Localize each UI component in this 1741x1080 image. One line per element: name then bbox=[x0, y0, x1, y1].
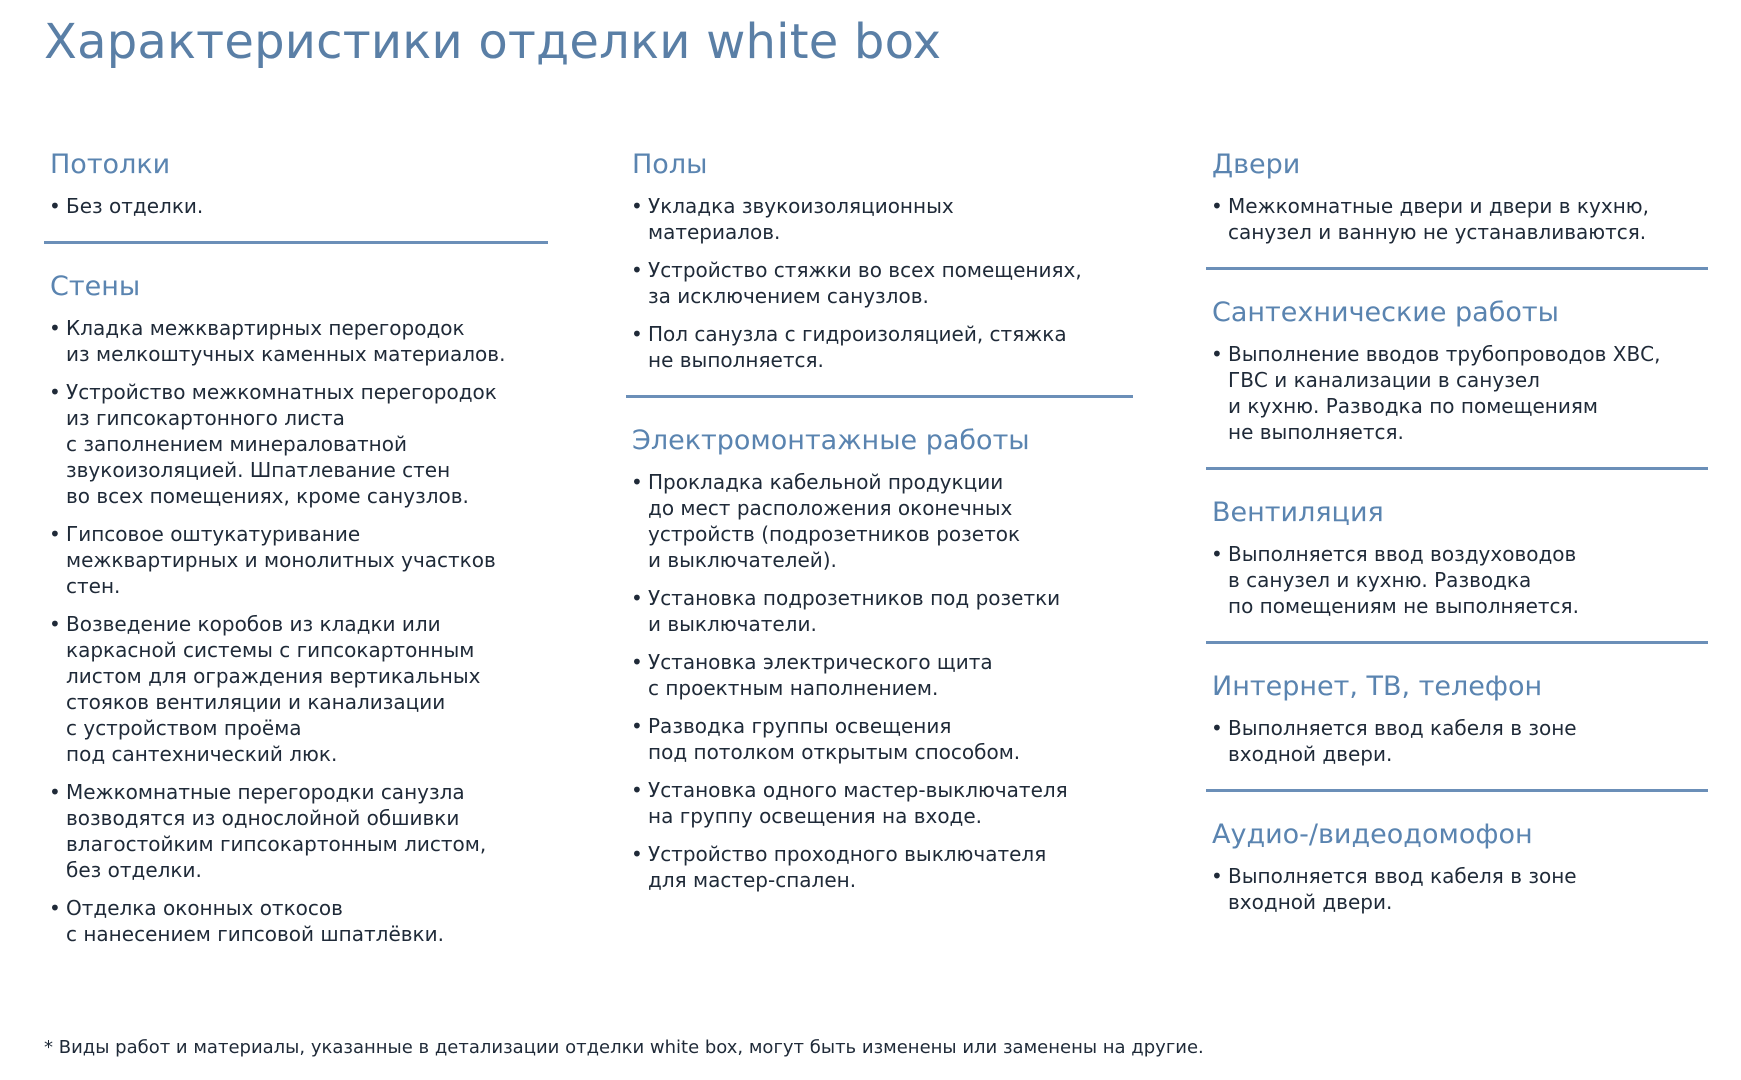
bullet-item: • Выполняется ввод кабеля в зоне входной двери. bbox=[1210, 715, 1708, 767]
bullet-item: • Прокладка кабельной продукции до мест расположения оконечных устройств (подрозетников розеток и выключателей). bbox=[630, 469, 1133, 573]
section bbox=[1210, 670, 1708, 767]
section-divider bbox=[1206, 267, 1708, 270]
bullet-item: • Межкомнатные перегородки санузла возводятся из однослойной обшивки влагостойким гипсокартонным листом, без отделки. bbox=[48, 779, 548, 883]
section-title: Сантехнические работы bbox=[1212, 297, 1559, 328]
bullet-item: • Выполнение вводов трубопроводов ХВС, ГВС и канализации в санузел и кухню. Разводка по помещениям не выполняется. bbox=[1210, 341, 1708, 445]
section-divider bbox=[44, 241, 548, 244]
bullet-item: • Межкомнатные двери и двери в кухню, санузел и ванную не устанавливаются. bbox=[1210, 193, 1708, 245]
column-1 bbox=[48, 148, 548, 947]
section-divider bbox=[1206, 641, 1708, 644]
section bbox=[1210, 296, 1708, 445]
bullet-item: • Выполняется ввод воздуховодов в санузел и кухню. Разводка по помещениям не выполняется. bbox=[1210, 541, 1708, 619]
bullet-item: • Возведение коробов из кладки или каркасной системы с гипсокартонным листом для ограждения вертикальных стояков вентиляции и канализации с устройством проёма под сантехнический люк. bbox=[48, 611, 548, 767]
bullet-list bbox=[48, 315, 548, 947]
section bbox=[1210, 818, 1708, 915]
section-divider bbox=[626, 395, 1133, 398]
bullet-item: • Отделка оконных откосов с нанесением гипсовой шпатлёвки. bbox=[48, 895, 548, 947]
bullet-item: • Укладка звукоизоляционных материалов. bbox=[630, 193, 1133, 245]
bullet-item: • Кладка межквартирных перегородок из мелкоштучных каменных материалов. bbox=[48, 315, 548, 367]
bullet-list bbox=[1210, 715, 1708, 767]
column-2 bbox=[630, 148, 1133, 893]
bullet-item: • Разводка группы освещения под потолком открытым способом. bbox=[630, 713, 1133, 765]
section-title: Электромонтажные работы bbox=[632, 425, 1030, 456]
section-title: Двери bbox=[1212, 149, 1301, 180]
section-title: Интернет, ТВ, телефон bbox=[1212, 671, 1543, 702]
bullet-item: • Установка одного мастер-выключателя на группу освещения на входе. bbox=[630, 777, 1133, 829]
section-title: Стены bbox=[50, 271, 141, 302]
bullet-list bbox=[1210, 193, 1708, 245]
bullet-item: • Установка подрозетников под розетки и выключатели. bbox=[630, 585, 1133, 637]
section bbox=[630, 424, 1133, 893]
bullet-item: • Пол санузла с гидроизоляцией, стяжка не выполняется. bbox=[630, 321, 1133, 373]
bullet-list bbox=[630, 193, 1133, 373]
section-divider bbox=[1206, 467, 1708, 470]
section bbox=[1210, 496, 1708, 619]
bullet-item: • Установка электрического щита с проектным наполнением. bbox=[630, 649, 1133, 701]
section bbox=[1210, 148, 1708, 245]
section-title: Аудио-/видеодомофон bbox=[1212, 819, 1533, 850]
bullet-list bbox=[1210, 541, 1708, 619]
bullet-item: • Выполняется ввод кабеля в зоне входной двери. bbox=[1210, 863, 1708, 915]
bullet-item: • Гипсовое оштукатуривание межквартирных и монолитных участков стен. bbox=[48, 521, 548, 599]
bullet-item: • Устройство проходного выключателя для мастер-спален. bbox=[630, 841, 1133, 893]
bullet-item: • Без отделки. bbox=[48, 193, 548, 219]
bullet-item: • Устройство межкомнатных перегородок из гипсокартонного листа с заполнением минераловатной звукоизоляцией. Шпатлевание стен во всех помещениях, кроме санузлов. bbox=[48, 379, 548, 509]
section bbox=[630, 148, 1133, 373]
bullet-list bbox=[48, 193, 548, 219]
bullet-list bbox=[1210, 341, 1708, 445]
bullet-list bbox=[630, 469, 1133, 893]
footnote: * Виды работ и материалы, указанные в детализации отделки white box, могут быть изменены или заменены на другие. bbox=[44, 1037, 1204, 1058]
column-3 bbox=[1210, 148, 1708, 915]
section-title: Полы bbox=[632, 149, 708, 180]
section-divider bbox=[1206, 789, 1708, 792]
bullet-list bbox=[1210, 863, 1708, 915]
section-title: Потолки bbox=[50, 149, 171, 180]
page-title: Характеристики отделки white box bbox=[44, 14, 942, 70]
section bbox=[48, 270, 548, 947]
section bbox=[48, 148, 548, 219]
section-title: Вентиляция bbox=[1212, 497, 1384, 528]
bullet-item: • Устройство стяжки во всех помещениях, за исключением санузлов. bbox=[630, 257, 1133, 309]
